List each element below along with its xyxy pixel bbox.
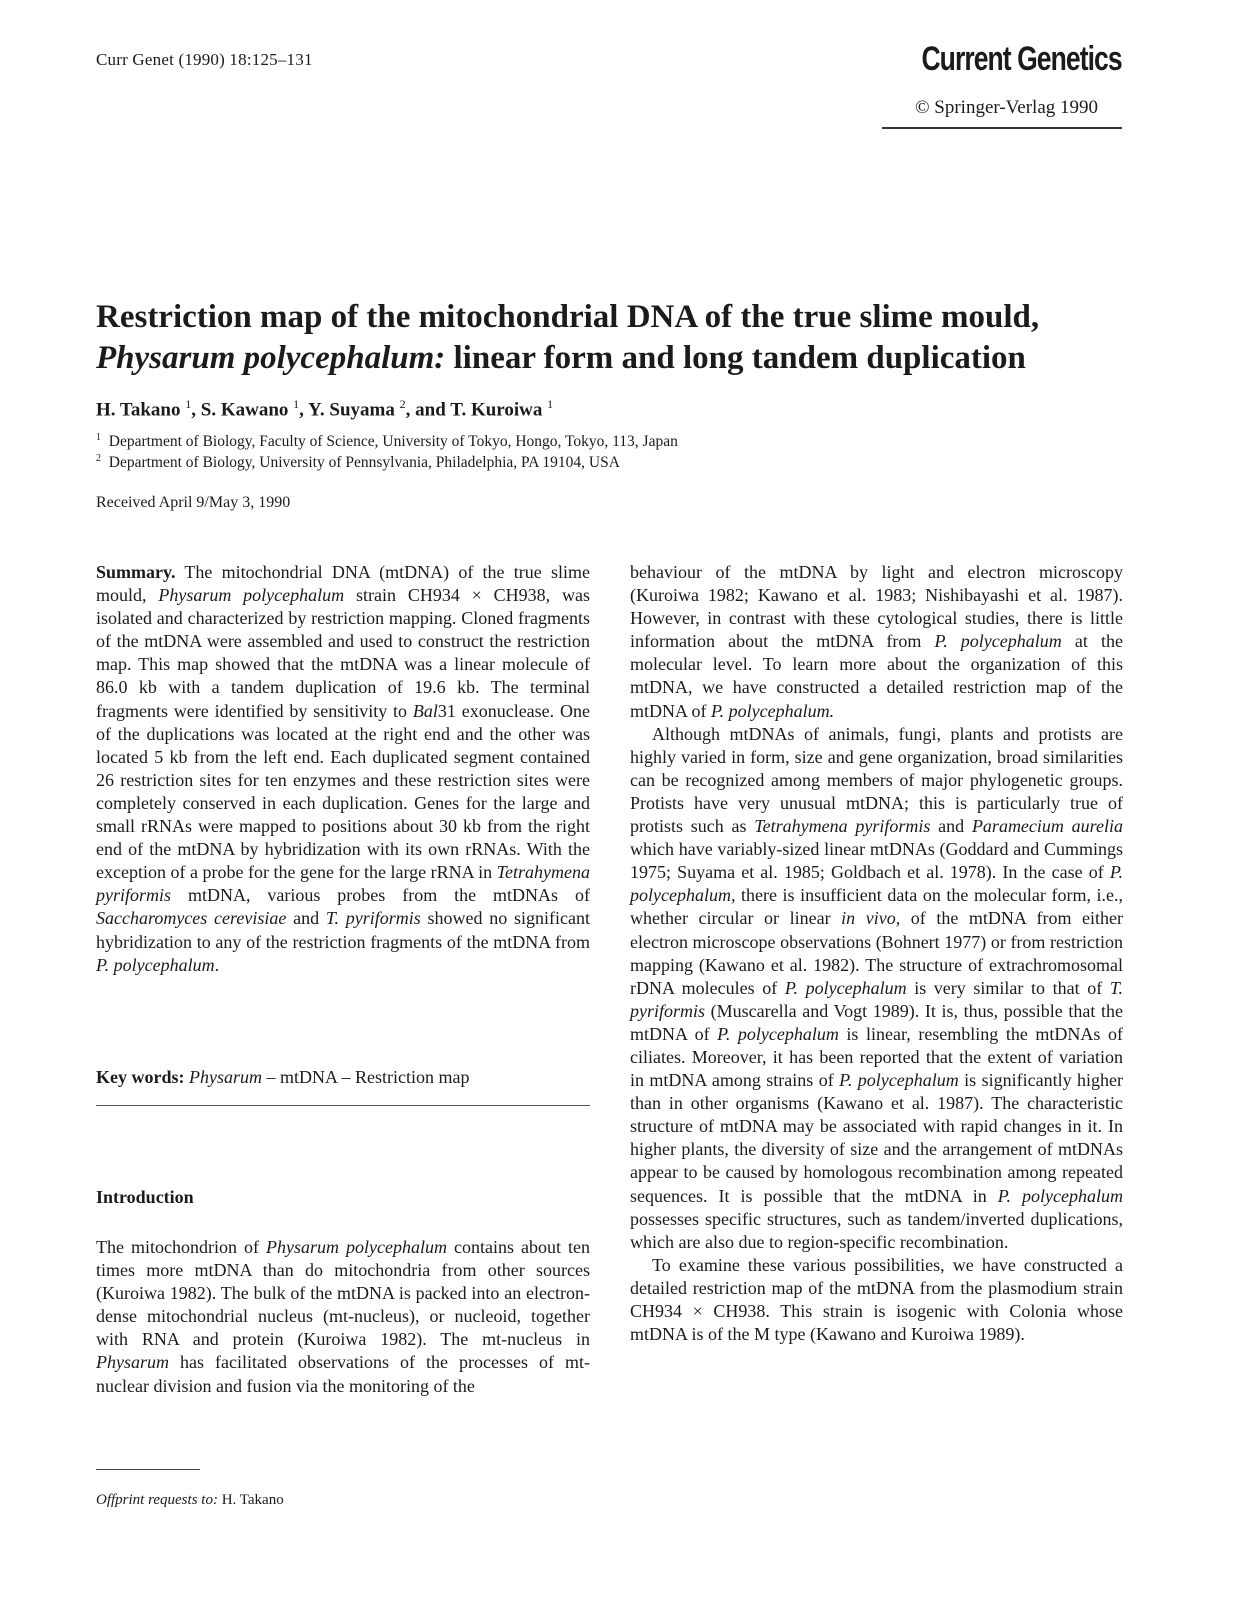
title-line-2	[96, 338, 1156, 379]
offprint-footnote	[96, 1492, 284, 1509]
title-rest: linear form and long tandem duplication	[445, 340, 1026, 376]
keywords-label: Key words:	[96, 1067, 185, 1087]
article-title	[96, 297, 1156, 379]
species-name: Tetrahymena pyriformis	[754, 816, 931, 837]
affiliation-text: Department of Biology, University of Pennsylvania, Philadelphia, PA 19104, USA	[108, 454, 620, 472]
author-affiliation-mark: 1	[185, 397, 192, 411]
species-name: T. pyriformis	[325, 908, 421, 929]
author-name: S. Kawano	[200, 399, 289, 421]
text-run: is linear, resembling the mtDNAs of ciliates. Moreover, it has been reported that the extent of variation in mtDNA among strains of	[630, 1023, 1123, 1091]
author-affiliation-mark: 2	[399, 397, 406, 411]
species-name: Physarum polycephalum	[158, 585, 345, 606]
author-name: Y. Suyama	[307, 399, 395, 421]
keywords-rule	[96, 1105, 590, 1106]
species-name: Tetrahymena pyriformis	[96, 862, 590, 906]
species-name: P. polycephalum	[784, 977, 907, 998]
text-run: (Muscarella and Vogt 1989). It is, thus, possible that the mtDNA of	[630, 1000, 1123, 1044]
text-run: and	[286, 908, 326, 929]
text-run: which have variably-sized linear mtDNAs (Goddard and Cummings 1975; Suyama et al. 1985; Goldbach et al. 1978). In the case of	[630, 839, 1123, 883]
introduction-right	[630, 561, 1123, 1346]
text-run: mtDNA, various probes from the mtDNAs of	[171, 885, 590, 906]
received-date: Received April 9/May 3, 1990	[96, 494, 291, 511]
text-run: and	[930, 816, 972, 837]
footnote-name: H. Takano	[217, 1492, 284, 1508]
text-run: has facilitated observations of the processes of mt-nuclear division and fusion via the monitoring of the	[96, 1352, 590, 1396]
text-run: is significantly higher than in other organisms (Kawano et al. 1987). The characteristic structure of mtDNA may be associated with rapid changes in it. In higher plants, the diversity of size and the arrangement of mtDNAs appear to be caused by homologous recombination among repeated sequences. It is possible that the mtDNA in	[630, 1070, 1123, 1206]
species-name: P. polycephalum,	[630, 862, 1123, 906]
species-name: Physarum polycephalum	[266, 1237, 447, 1257]
species-name: P. polycephalum	[934, 631, 1062, 652]
affiliation-number: 2	[96, 453, 101, 464]
text-run: behaviour of the mtDNA by light and electron microscopy (Kuroiwa 1982; Kawano et al. 1983; Nishibayashi et al. 1987). However, in contrast with these cytological studies, there is little information about the mtDNA from	[630, 562, 1123, 652]
species-name: P. polycephalum	[96, 954, 215, 975]
species-name: P. polycephalum.	[711, 700, 835, 721]
introduction-left	[96, 1236, 590, 1398]
footnote-rule	[96, 1469, 200, 1470]
author-conjunction: and	[415, 399, 446, 421]
text-run: showed no significant hybridization to any of the restriction fragments of the mtDNA from	[96, 908, 590, 952]
footnote-label: Offprint requests to:	[96, 1492, 218, 1508]
keywords	[96, 1067, 469, 1088]
species-name: P. polycephalum	[717, 1023, 839, 1044]
header-rule	[882, 127, 1122, 129]
title-line-1: Restriction map of the mitochondrial DNA of the true slime mould,	[96, 299, 1040, 335]
text-run: is very similar to that of	[906, 977, 1110, 998]
affiliation-number: 1	[96, 432, 101, 443]
text-run: of the mtDNA from either electron microscope observations (Bohnert 1977) or from restriction mapping (Kawano et al. 1982). The structure of extrachromosomal rDNA molecules of	[630, 908, 1123, 998]
body-paragraph	[630, 561, 1123, 723]
author-name: H. Takano	[96, 399, 181, 421]
keyword-rest: – mtDNA – Restriction map	[262, 1067, 470, 1087]
summary-label: Summary.	[96, 562, 176, 582]
copyright-notice: © Springer-Verlag 1990	[915, 97, 1098, 118]
species-name: Saccharomyces cerevisiae	[96, 908, 287, 929]
author-affiliation-mark: 1	[293, 397, 300, 411]
title-species: Physarum polycephalum:	[96, 340, 446, 376]
text-run: contains about ten times more mtDNA than do mitochondria from other sources (Kuroiwa 1982). The bulk of the mtDNA is packed into an electron-dense mitochondrial nucleus (mt-nucleus), or nucleoid, together with RNA and protein (Kuroiwa 1982). The mt-nucleus in	[96, 1237, 591, 1350]
species-name: Physarum	[96, 1352, 169, 1373]
species-name: P. polycephalum	[997, 1185, 1123, 1206]
text-run: strain CH934 × CH938, was isolated and characterized by restriction mapping. Cloned fragments of the mtDNA were assembled and used to construct the restriction map. This map showed that the mtDNA was a linear molecule of 86.0 kb with a tandem duplication of 19.6 kb. The terminal fragments were identified by sensitivity to	[96, 585, 590, 721]
species-name: T. pyriformis	[630, 977, 1124, 1021]
text-run: at the molecular level. To learn more about the organization of this mtDNA, we have constructed a detailed restriction map of the mtDNA of	[630, 631, 1123, 721]
text-run: 31 exonuclease. One of the duplications was located at the right end and the other was located 5 kb from the left end. Each duplicated segment contained 26 restriction sites for ten enzymes and these restriction sites were completely conserved in each duplication. Genes for the large and small rRNAs were mapped to positions about 30 kb from the right end of the mtDNA by hybridization with its own rRNAs. With the exception of a probe for the gene for the large rRNA in	[96, 700, 590, 883]
summary-paragraph	[96, 561, 590, 977]
author-affiliation-mark: 1	[547, 397, 554, 411]
affiliation-text: Department of Biology, Faculty of Science, University of Tokyo, Hongo, Tokyo, 113, Japan	[108, 433, 678, 451]
journal-citation: Curr Genet (1990) 18:125–131	[96, 50, 313, 69]
latin-term: in vivo,	[841, 908, 901, 929]
affiliation	[96, 453, 620, 472]
author-name: T. Kuroiwa	[450, 399, 543, 421]
text-run: there is insufficient data on the molecular form, i.e., whether circular or linear	[630, 885, 1123, 929]
journal-logo: Current Genetics	[921, 40, 1122, 78]
affiliation	[96, 432, 678, 451]
species-name: Paramecium aurelia	[971, 816, 1124, 837]
body-paragraph	[630, 723, 1123, 1254]
text-run: possesses specific structures, such as tandem/inverted duplications, which are also due to region-specific recombination.	[630, 1208, 1123, 1252]
body-paragraph	[96, 1236, 590, 1398]
text-run: Although mtDNAs of animals, fungi, plants and protists are highly varied in form, size and gene organization, broad similarities can be recognized among members of major phylogenetic groups. Protists have very unusual mtDNA; this is particularly true of protists such as	[630, 723, 1123, 837]
enzyme-name: Bal	[412, 700, 438, 721]
species-name: P. polycephalum	[839, 1070, 959, 1091]
author-list: H. Takano $^1$, S. Kawano $^1$, Y. Suyama $^2$, and T. Kuroiwa $^1$	[96, 397, 554, 421]
text-run: The mitochondrion of	[96, 1237, 267, 1257]
summary-section	[96, 561, 590, 977]
keyword: Physarum	[189, 1067, 262, 1087]
section-heading: Introduction	[96, 1187, 194, 1207]
text-run: The mitochondrial DNA (mtDNA) of the true slime mould,	[96, 562, 590, 606]
text-run: .	[214, 954, 220, 975]
body-paragraph: To examine these various possibilities, we have constructed a detailed restriction map of the mtDNA from the plasmodium strain CH934 × CH938. This strain is isogenic with Colonia whose mtDNA is of the M type (Kawano and Kuroiwa 1989).	[630, 1254, 1123, 1345]
